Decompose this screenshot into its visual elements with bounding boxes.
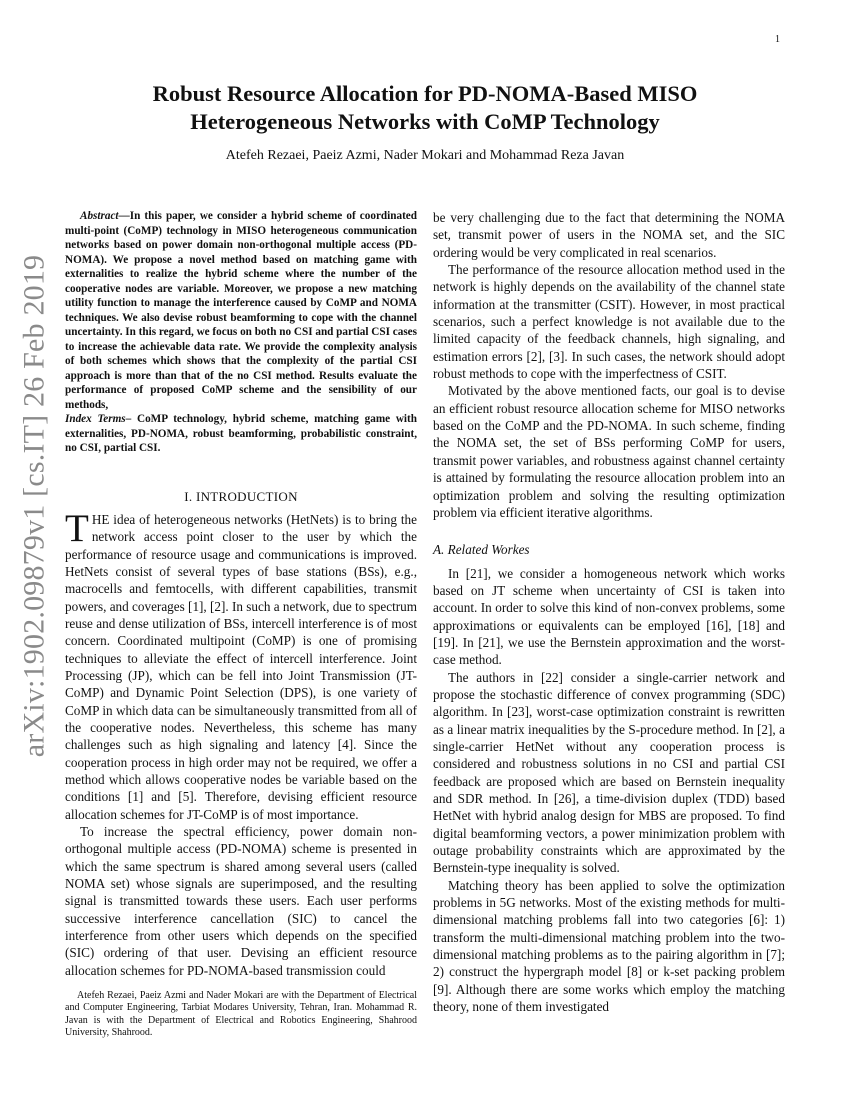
abstract-label: Abstract	[80, 210, 119, 222]
drop-cap: T	[65, 506, 89, 550]
index-terms-text: – CoMP technology, hybrid scheme, matching game with externalities, PD-NOMA, robust beamforming, probabilistic constraint, no CSI, partial CSI.	[65, 413, 417, 454]
abstract	[65, 209, 417, 412]
author-affiliation-footnote: Atefeh Rezaei, Paeiz Azmi and Nader Mokari are with the Department of Electrical and Computer Engineering, Tarbiat Modares University, Tehran, Iran. Mohammad R. Javan is with the Department of Electrical and Robotics Engineering, Shahrood University, Shahrood.	[65, 990, 417, 1038]
author-list: Atefeh Rezaei, Paeiz Azmi, Nader Mokari and Mohammad Reza Javan	[225, 148, 625, 163]
index-terms	[65, 412, 417, 456]
left-column	[65, 209, 417, 979]
right-column	[433, 209, 785, 1015]
page-number: 1	[775, 34, 780, 45]
intro-paragraph-4: Motivated by the above mentioned facts, our goal is to devise an efficient robust resource allocation scheme for MISO networks based on the CoMP and the PD-NOMA. In such scheme, finding the NOMA set, the set of BSs performing CoMP for users, transmit power variables, and robustness against channel certainty is attained by formulating the resource allocation problem into an optimization problem and solving the resulting optimization problem via efficient iterative algorithms.	[433, 383, 785, 520]
index-terms-label: Index Terms	[65, 413, 126, 425]
intro-paragraph-2-continued: be very challenging due to the fact that determining the NOMA set, transmit power of users in the NOMA set, and the SIC ordering would be very complicated in real scenarios.	[433, 210, 785, 260]
intro-paragraph-1	[65, 506, 417, 823]
related-paragraph-3: Matching theory has been applied to solve the optimization problems in 5G networks. Most of the existing methods for multi-dimensional matching problems fall into two categories [6]: 1) transform the multi-dimensional matching problem into the two-dimensional matching problems as to the pairing algorithm in [7]; 2) construct the hypergraph model [8] or k-set packing problem [9]. Although there are some works which employ the matching theory, none of them investigated	[433, 877, 785, 1015]
intro-paragraph-3: The performance of the resource allocation method used in the network is highly depends on the availability of the channel state information at the transmitter (CSIT). However, in most practical scenarios, such a perfect knowledge is not available due to the limited capacity of the feedback channels, high signaling, and estimation errors [2], [3]. In such cases, the network should adopt robust methods to cope with the imperfectness of CSIT.	[433, 262, 785, 382]
paper-title: Robust Resource Allocation for PD-NOMA-Based MISO Heterogeneous Networks with CoMP Technology	[152, 81, 698, 134]
subsection-heading-related-works: A. Related Workes	[433, 542, 530, 558]
section-heading-introduction: I. INTRODUCTION	[184, 488, 298, 504]
arxiv-stamp-text: arXiv:1902.09879v1 [cs.IT] 26 Feb 2019	[17, 254, 50, 758]
related-paragraph-2: The authors in [22] consider a single-carrier network and propose the stochastic difference of convex programming (SDC) algorithm. In [23], worst-case optimization constraint is rewritten as a linear matrix inequalities by the S-procedure method. In [2], a single-carrier HetNet without any cooperation process is considered and robustness solutions in no CSI and partial CSI feedback are proposed which are based on Bernstein inequality and SDR method. In [26], a time-division duplex (TDD) based HetNet with hybrid analog design for MBS are proposed. To find digital beamforming vectors, a power minimization problem with outage probability constraints which are approximated by the Bernstein-type inequality is solved.	[433, 669, 785, 876]
intro-paragraph-1-text: HE idea of heterogeneous networks (HetNets) is to bring the network access point closer to the user by which the performance of resource usage and communications is improved. HetNets consist of several types of base stations (BSs), e.g., macrocells and femtocells, with different capabilities, transmit powers, and coverages [1], [2]. In such a network, due to spectrum reuse and dense utilization of BSs, intercell interference is of most concern. Coordinated multipoint (CoMP) is one of promising techniques to alleviate the effect of intercell interference. Joint Processing (JP), which can be fell into Joint Transmission (JT-CoMP) and Dynamic Point Selection (DPS), is one variety of CoMP in which data can be simultaneously transmitted from all of the cooperative nodes. Nevertheless, this scheme has many challenges such as high signaling and latency [4]. Since the cooperation process in high order may not be required, we offer a method which allows cooperative nodes be variable based on the conditions [1] and [5]. Therefore, devising efficient resource allocation schemes for JT-CoMP is of most importance.	[65, 511, 417, 822]
intro-paragraph-2: To increase the spectral efficiency, power domain non-orthogonal multiple access (PD-NOMA) scheme is presented in which the same spectrum is shared among several users (called NOMA set) whose signals are superimposed, and the resulting signal is transmitted towards these users. Each user performs successive interference cancellation (SIC) to cancel the interference from other users which depends on the specified (SIC) ordering of that user. Devising an efficient resource allocation schemes for PD-NOMA-based transmission could	[65, 824, 417, 978]
abstract-text: —In this paper, we consider a hybrid scheme of coordinated multi-point (CoMP) technology in MISO heterogeneous communication networks based on power domain non-orthogonal multiple access (PD-NOMA). We propose a novel method based on matching game with externalities to realize the hybrid scheme where the number of the cooperative nodes are variable. Moreover, we propose a new matching utility function to manage the interference caused by CoMP and NOMA techniques. We also devise robust beamforming to cope with the channel uncertainty. In this regard, we focus on both no CSI and partial CSI cases to increase the achievable data rate. We provide the complexity analysis of both schemes which shows that the complexity of the partial CSI approach is more than that of the no CSI method. Results evaluate the performance of proposed CoMP scheme and the sensibility of our methods,	[65, 210, 417, 411]
arxiv-identifier-stamp	[12, 254, 56, 758]
related-paragraph-1: In [21], we consider a homogeneous network which works based on JT scheme when uncertainty of CSI is taken into account. In order to solve this kind of non-convex problems, some approximations or equivalents can be employed [16], [18] and [19]. In [21], we use the Bernstein approximation and the worst-case method.	[433, 565, 785, 668]
